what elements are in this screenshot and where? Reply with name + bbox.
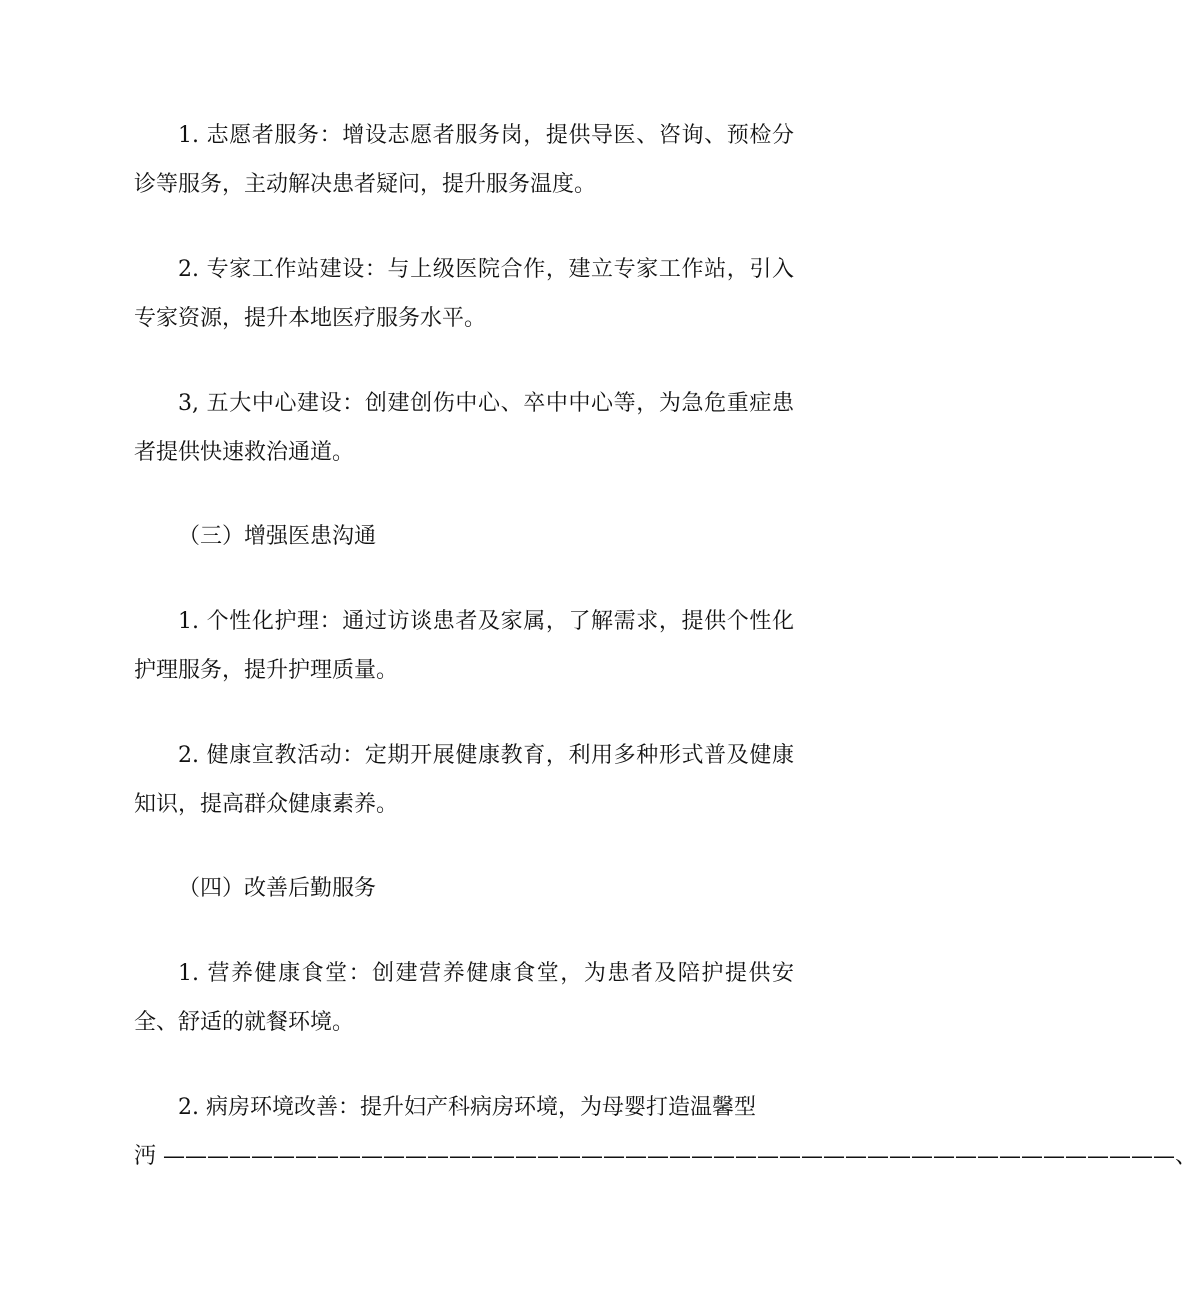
section-heading-doctor-patient-communication: （三）增强医患沟通	[178, 524, 377, 549]
paragraph-expert-workstation: 2. 专家工作站建设：与上级医院合作，建立专家工作站，引入专家资源，提升本地医疗服务水平。	[134, 257, 794, 331]
paragraph-ward-environment: 2. 病房环境改善：提升妇产科病房环境，为母婴打造温馨型	[178, 1095, 756, 1120]
section-heading-logistics-service: （四）改善后勤服务	[178, 876, 377, 901]
paragraph-personalized-care: 1. 个性化护理：通过访谈患者及家属，了解需求，提供个性化护理服务，提升护理质量。	[134, 609, 794, 683]
paragraph-ward-environment-continuation: 沔 ——————————————————————————————————————————————、	[134, 1144, 1197, 1169]
paragraph-nutrition-canteen: 1. 营养健康食堂：创建营养健康食堂，为患者及陪护提供安全、舒适的就餐环境。	[134, 961, 794, 1035]
paragraph-five-centers: 3, 五大中心建设：创建创伤中心、卒中中心等，为急危重症患者提供快速救治通道。	[134, 391, 794, 465]
paragraph-health-education: 2. 健康宣教活动：定期开展健康教育，利用多种形式普及健康知识，提高群众健康素养。	[134, 743, 794, 817]
paragraph-volunteer-service: 1. 志愿者服务：增设志愿者服务岗，提供导医、咨询、预检分诊等服务，主动解决患者疑问，提升服务温度。	[134, 123, 794, 197]
